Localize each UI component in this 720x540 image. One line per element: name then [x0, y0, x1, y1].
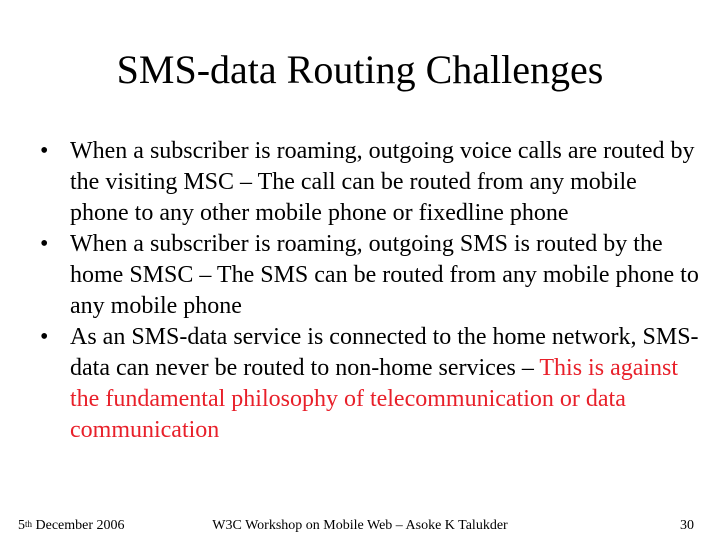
bullet-text: When a subscriber is roaming, outgoing voice calls are routed by the visiting MSC – The call can be routed from any mobile phone to any other mobile phone or fixedline phone [70, 138, 695, 226]
bullet-point-icon: • [40, 324, 49, 350]
bullet-point-icon: • [40, 138, 49, 164]
bullet-highlight-text: This is against the fundamental philosophy of telecommunication or data communication [70, 355, 679, 443]
bullet-item-1 [40, 136, 700, 229]
bullet-text: As an SMS-data service is connected to the home network, SMS-data can never be routed to non-home services – [70, 324, 699, 381]
slide-title: SMS-data Routing Challenges [116, 47, 604, 92]
page-number: 30 [680, 518, 694, 533]
bullet-item-2 [40, 229, 700, 322]
bullet-text: When a subscriber is roaming, outgoing SMS is routed by the home SMSC – The SMS can be routed from any mobile phone to any mobile phone [70, 231, 699, 319]
footer-date-day: 5 [18, 518, 25, 533]
footer-date-rest: December 2006 [32, 518, 125, 533]
bullet-list [40, 136, 700, 446]
footer-title: W3C Workshop on Mobile Web – Asoke K Talukder [212, 518, 508, 533]
bullet-point-icon: • [40, 231, 49, 257]
footer-date-suffix: th [25, 519, 33, 529]
bullet-item-3 [40, 322, 700, 446]
